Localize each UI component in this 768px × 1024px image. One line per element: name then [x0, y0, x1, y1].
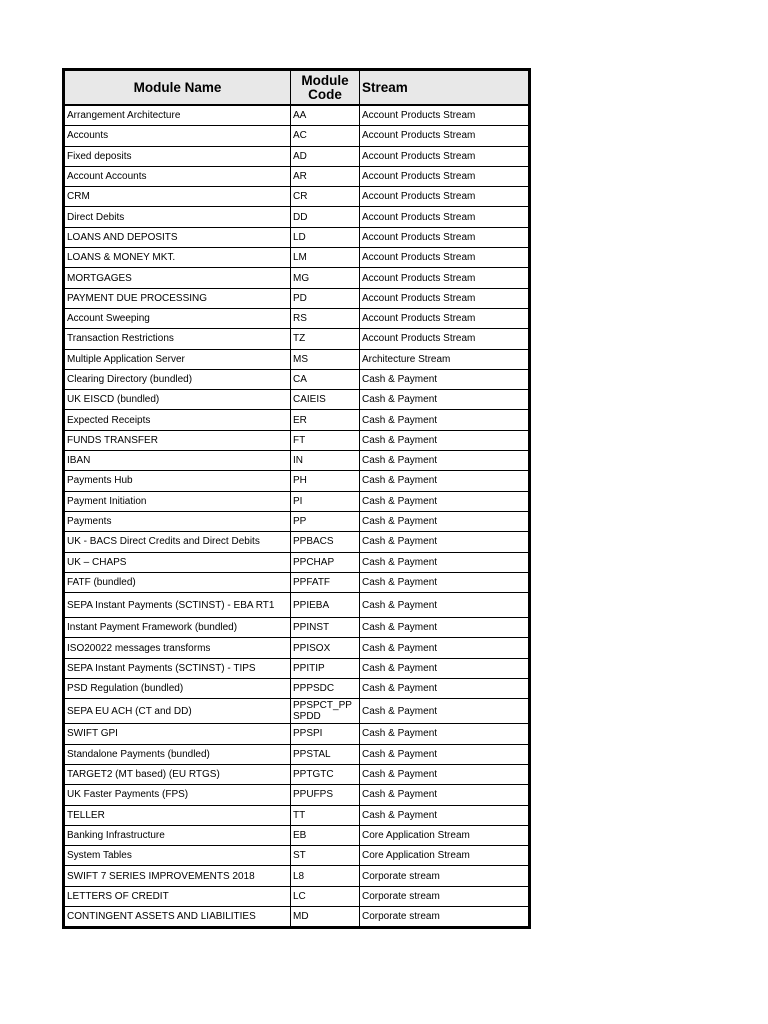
stream-cell: Account Products Stream	[360, 187, 529, 207]
module-code-cell: PPUFPS	[291, 785, 360, 805]
module-name-cell: SWIFT 7 SERIES IMPROVEMENTS 2018	[65, 866, 291, 886]
module-code-cell: MD	[291, 906, 360, 926]
table-row	[65, 471, 529, 491]
table-row	[65, 572, 529, 592]
module-name-cell: LOANS & MONEY MKT.	[65, 248, 291, 268]
module-code-cell: AC	[291, 126, 360, 146]
table-row	[65, 785, 529, 805]
module-table	[64, 70, 529, 927]
module-name-cell: SEPA EU ACH (CT and DD)	[65, 699, 291, 724]
table-row	[65, 349, 529, 369]
stream-cell: Corporate stream	[360, 866, 529, 886]
stream-cell: Corporate stream	[360, 886, 529, 906]
table-row	[65, 825, 529, 845]
module-name-cell: PSD Regulation (bundled)	[65, 679, 291, 699]
stream-cell: Account Products Stream	[360, 146, 529, 166]
module-code-cell: PPINST	[291, 618, 360, 638]
table-row	[65, 679, 529, 699]
table-row	[65, 369, 529, 389]
stream-cell: Account Products Stream	[360, 227, 529, 247]
module-code-cell: PPSTAL	[291, 744, 360, 764]
module-code-cell: ST	[291, 846, 360, 866]
module-code-cell: PP	[291, 511, 360, 531]
module-code-cell: AD	[291, 146, 360, 166]
module-table-container	[62, 68, 531, 929]
module-name-cell: System Tables	[65, 846, 291, 866]
table-row	[65, 268, 529, 288]
module-name-cell: FATF (bundled)	[65, 572, 291, 592]
stream-cell: Cash & Payment	[360, 471, 529, 491]
table-row	[65, 866, 529, 886]
module-name-cell: Banking Infrastructure	[65, 825, 291, 845]
module-code-cell: DD	[291, 207, 360, 227]
module-name-cell: Payments	[65, 511, 291, 531]
module-code-cell: PPCHAP	[291, 552, 360, 572]
table-row	[65, 744, 529, 764]
module-code-cell: PPFATF	[291, 572, 360, 592]
module-code-cell: LD	[291, 227, 360, 247]
table-row	[65, 886, 529, 906]
module-code-cell: PD	[291, 288, 360, 308]
module-code-cell: PPSPI	[291, 724, 360, 744]
stream-cell: Cash & Payment	[360, 618, 529, 638]
table-row	[65, 511, 529, 531]
column-header-module-name: Module Name	[65, 71, 291, 106]
stream-cell: Cash & Payment	[360, 430, 529, 450]
stream-cell: Cash & Payment	[360, 572, 529, 592]
stream-cell: Corporate stream	[360, 906, 529, 926]
module-code-cell: IN	[291, 451, 360, 471]
module-name-cell: SEPA Instant Payments (SCTINST) - EBA RT1	[65, 593, 291, 618]
module-code-cell: CAIEIS	[291, 390, 360, 410]
module-name-cell: UK EISCD (bundled)	[65, 390, 291, 410]
module-name-cell: UK - BACS Direct Credits and Direct Debits	[65, 532, 291, 552]
module-name-cell: CONTINGENT ASSETS AND LIABILITIES	[65, 906, 291, 926]
module-code-cell: LM	[291, 248, 360, 268]
module-code-cell: RS	[291, 308, 360, 328]
module-code-cell: PI	[291, 491, 360, 511]
module-name-cell: TELLER	[65, 805, 291, 825]
module-name-cell: UK – CHAPS	[65, 552, 291, 572]
stream-cell: Architecture Stream	[360, 349, 529, 369]
module-code-cell: AR	[291, 166, 360, 186]
module-code-cell: FT	[291, 430, 360, 450]
column-header-module-code: Module Code	[291, 71, 360, 106]
stream-cell: Cash & Payment	[360, 410, 529, 430]
module-name-cell: FUNDS TRANSFER	[65, 430, 291, 450]
stream-cell: Account Products Stream	[360, 288, 529, 308]
stream-cell: Account Products Stream	[360, 207, 529, 227]
stream-cell: Cash & Payment	[360, 593, 529, 618]
module-code-cell: CR	[291, 187, 360, 207]
stream-cell: Cash & Payment	[360, 491, 529, 511]
stream-cell: Account Products Stream	[360, 105, 529, 126]
table-row	[65, 699, 529, 724]
module-code-cell: PPISOX	[291, 638, 360, 658]
module-name-cell: LETTERS OF CREDIT	[65, 886, 291, 906]
module-name-cell: Account Sweeping	[65, 308, 291, 328]
module-code-cell: PPITIP	[291, 658, 360, 678]
table-row	[65, 126, 529, 146]
stream-cell: Cash & Payment	[360, 552, 529, 572]
module-code-cell: AA	[291, 105, 360, 126]
table-row	[65, 187, 529, 207]
table-row	[65, 105, 529, 126]
module-name-cell: Payment Initiation	[65, 491, 291, 511]
module-code-cell: LC	[291, 886, 360, 906]
table-row	[65, 329, 529, 349]
module-name-cell: ISO20022 messages transforms	[65, 638, 291, 658]
module-name-cell: TARGET2 (MT based) (EU RTGS)	[65, 764, 291, 784]
table-row	[65, 451, 529, 471]
module-name-cell: Standalone Payments (bundled)	[65, 744, 291, 764]
stream-cell: Account Products Stream	[360, 329, 529, 349]
table-row	[65, 227, 529, 247]
module-code-cell: MG	[291, 268, 360, 288]
table-body	[65, 105, 529, 927]
stream-cell: Cash & Payment	[360, 369, 529, 389]
module-code-cell: TT	[291, 805, 360, 825]
module-code-cell: PH	[291, 471, 360, 491]
column-header-stream: Stream	[360, 71, 529, 106]
table-row	[65, 430, 529, 450]
module-name-cell: Clearing Directory (bundled)	[65, 369, 291, 389]
stream-cell: Core Application Stream	[360, 825, 529, 845]
module-name-cell: UK Faster Payments (FPS)	[65, 785, 291, 805]
stream-cell: Account Products Stream	[360, 308, 529, 328]
module-code-cell: EB	[291, 825, 360, 845]
table-header-row	[65, 71, 529, 106]
module-code-cell: L8	[291, 866, 360, 886]
module-code-cell: ER	[291, 410, 360, 430]
stream-cell: Cash & Payment	[360, 390, 529, 410]
stream-cell: Cash & Payment	[360, 785, 529, 805]
table-row	[65, 146, 529, 166]
table-row	[65, 906, 529, 926]
module-name-cell: Accounts	[65, 126, 291, 146]
table-row	[65, 532, 529, 552]
table-row	[65, 724, 529, 744]
stream-cell: Cash & Payment	[360, 679, 529, 699]
stream-cell: Cash & Payment	[360, 451, 529, 471]
stream-cell: Cash & Payment	[360, 805, 529, 825]
table-row	[65, 764, 529, 784]
module-code-cell: PPBACS	[291, 532, 360, 552]
table-row	[65, 166, 529, 186]
module-name-cell: Fixed deposits	[65, 146, 291, 166]
table-row	[65, 410, 529, 430]
module-name-cell: Direct Debits	[65, 207, 291, 227]
module-name-cell: Payments Hub	[65, 471, 291, 491]
module-code-cell: PPTGTC	[291, 764, 360, 784]
module-name-cell: Multiple Application Server	[65, 349, 291, 369]
stream-cell: Account Products Stream	[360, 166, 529, 186]
module-name-cell: SEPA Instant Payments (SCTINST) - TIPS	[65, 658, 291, 678]
table-row	[65, 638, 529, 658]
stream-cell: Cash & Payment	[360, 744, 529, 764]
stream-cell: Cash & Payment	[360, 699, 529, 724]
table-row	[65, 207, 529, 227]
module-name-cell: PAYMENT DUE PROCESSING	[65, 288, 291, 308]
module-code-cell: PPIEBA	[291, 593, 360, 618]
stream-cell: Core Application Stream	[360, 846, 529, 866]
module-code-cell: PPSPCT_PPSPDD	[291, 699, 360, 724]
table-row	[65, 491, 529, 511]
table-row	[65, 288, 529, 308]
table-row	[65, 658, 529, 678]
stream-cell: Cash & Payment	[360, 511, 529, 531]
table-row	[65, 308, 529, 328]
module-code-cell: TZ	[291, 329, 360, 349]
module-name-cell: Expected Receipts	[65, 410, 291, 430]
stream-cell: Account Products Stream	[360, 268, 529, 288]
module-name-cell: Instant Payment Framework (bundled)	[65, 618, 291, 638]
stream-cell: Cash & Payment	[360, 658, 529, 678]
stream-cell: Account Products Stream	[360, 126, 529, 146]
table-row	[65, 552, 529, 572]
module-code-cell: CA	[291, 369, 360, 389]
table-row	[65, 390, 529, 410]
table-row	[65, 248, 529, 268]
table-row	[65, 593, 529, 618]
module-name-cell: CRM	[65, 187, 291, 207]
stream-cell: Cash & Payment	[360, 764, 529, 784]
module-name-cell: SWIFT GPI	[65, 724, 291, 744]
stream-cell: Cash & Payment	[360, 532, 529, 552]
stream-cell: Cash & Payment	[360, 724, 529, 744]
table-row	[65, 618, 529, 638]
table-row	[65, 805, 529, 825]
module-name-cell: LOANS AND DEPOSITS	[65, 227, 291, 247]
stream-cell: Account Products Stream	[360, 248, 529, 268]
module-name-cell: Transaction Restrictions	[65, 329, 291, 349]
module-name-cell: Account Accounts	[65, 166, 291, 186]
module-name-cell: IBAN	[65, 451, 291, 471]
module-name-cell: MORTGAGES	[65, 268, 291, 288]
module-name-cell: Arrangement Architecture	[65, 105, 291, 126]
table-row	[65, 846, 529, 866]
stream-cell: Cash & Payment	[360, 638, 529, 658]
module-code-cell: PPPSDC	[291, 679, 360, 699]
module-code-cell: MS	[291, 349, 360, 369]
